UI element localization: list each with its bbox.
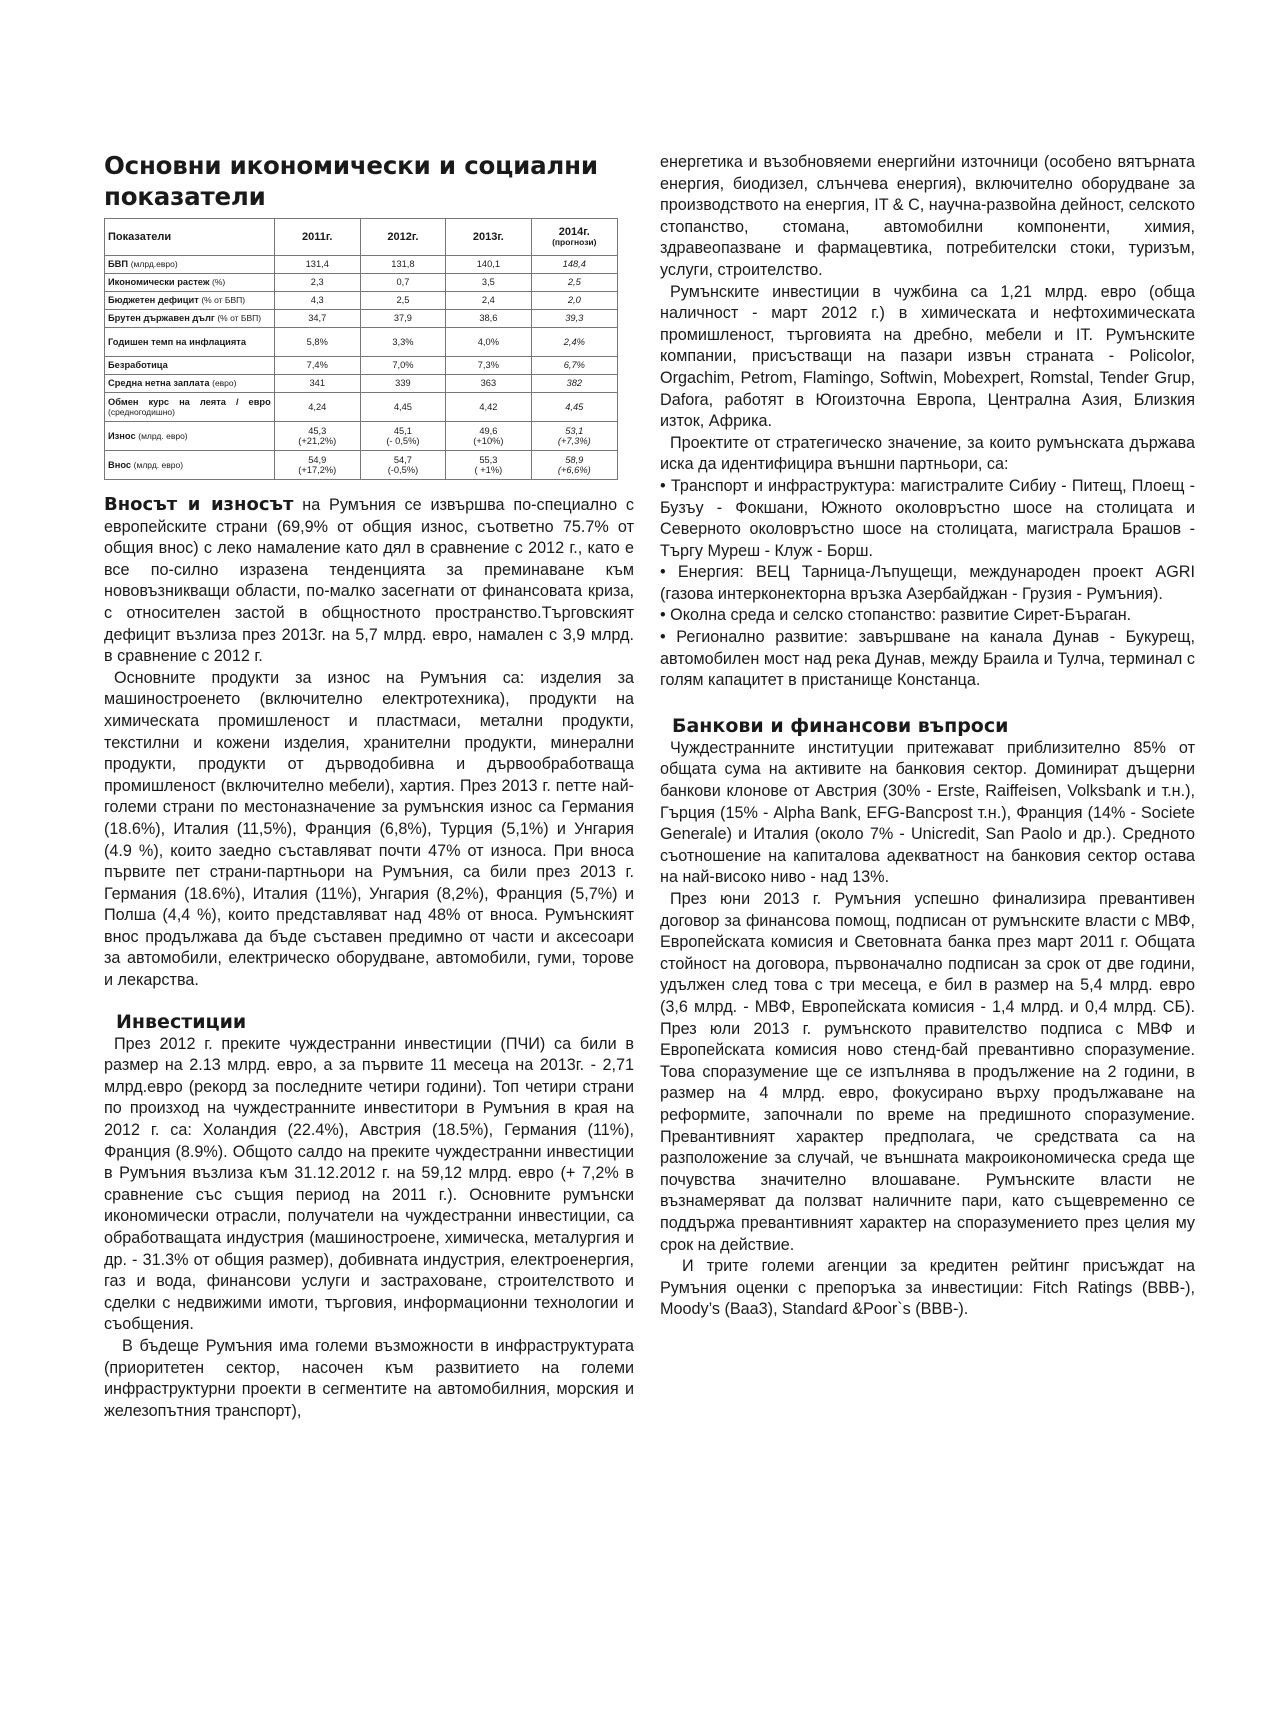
table-row [105,292,618,310]
table-header: 2012г. [360,219,445,256]
row-label: Средна нетна заплата (евро) [105,375,275,393]
table-cell: 2,5 [360,292,445,310]
table-cell: 382 [531,375,617,393]
investments-paragraph-4: Проектите от стратегическо значение, за които румънската държава иска да идентифицира външни партньори, са: [660,433,1195,474]
table-cell: 37,9 [360,310,445,328]
table-cell: 53,1 (+7,3%) [531,422,617,451]
trade-paragraph-2: Основните продукти за износ на Румъния са: изделия за машиностроенето (включително електротехника), продукти на химическата промишленост и пластмаси, метални продукти, текстилни и кожени изделия, хранителни продукти, минерални продукти, продукти от дърводобивна и дървообработваща промишленост (включително мебели), хартия. През 2013 г. петте най-големи страни по местоназначение за румънския износ са Германия (18.6%), Италия (11,5%), Франция (6,8%), Турция (5,1%) и Унгария (4.9 %), които заедно съставляват почти 47% от износа. При вноса първите пет страни-партньори на Румъния, са били през 2013 г. Германия (18.6%), Италия (11%), Унгария (8,2%), Франция (5,7%) и Полша (4,4 %), които представляват над 48% от вноса. Румънският внос продължава да бъде съставен предимно от части и аксесоари за автомобили, електрическо оборудване, автомобили, гуми, торове и лекарства. [104,668,634,990]
table-cell: 34,7 [274,310,360,328]
row-label: Обмен курс на леята / евро (средногодишно) [105,393,275,422]
left-column [104,150,634,1422]
table-cell: 38,6 [446,310,531,328]
table-cell: 131,8 [360,256,445,274]
banking-paragraph-1: Чуждестранните институции притежават приблизително 85% от общата сума на активите на банковия сектор. Доминират дъщерни банкови клонове от Австрия (30% - Erste, Raiffeisen, Volksbank и т.н.), Гърция (15% - Alpha Bank, EFG-Bancpost т.н.), Франция (14% - Societe Generale) и Италия (около 7% - Unicredit, San Paolo и др.). Средното съотношение на капиталова адекватност на банковия сектор остава на най-високо ниво - над 13%. [660,738,1195,887]
table-header: 2011г. [274,219,360,256]
investments-title: Инвестиции [116,1010,247,1033]
trade-paragraph-1: Вносът и износът на Румъния се извършва по-специално с европейските страни (69,9% от общия износ, съответно 75.7% от общия внос) с леко намаление като дял в сравнение с 2012 г., като е все по-силно изразена тенденцията за преминаване към нововъзникващи области, по-малко засегнати от финансовата криза, с относителен застой в общностното пространство.Търговският дефицит възлиза през 2013г. на 5,7 млрд. евро, намален с 3,9 млрд. в сравнение с 2012 г. [104,494,634,666]
right-column [660,152,1195,1321]
row-label: Внос (млрд. евро) [105,451,275,480]
row-label: Годишен темп на инфлацията [105,328,275,357]
table-cell: 58,9 (+6,6%) [531,451,617,480]
table-row [105,357,618,375]
table-cell: 7,0% [360,357,445,375]
row-label: Износ (млрд. евро) [105,422,275,451]
table-row [105,274,618,292]
table-header: Показатели [105,219,275,256]
row-label: Брутен държавен дълг (% от БВП) [105,310,275,328]
banking-paragraph-2: През юни 2013 г. Румъния успешно финализира превантивен договор за финансова помощ, подписан от румънските власти с МВФ, Европейската комисия и Световната банка през март 2011 г. Общата стойност на договора, първоначално подписан за срок от две години, удължен след това с три месеца, е бил в размер на 5,4 млрд. евро (3,6 млрд. - МВФ, Европейската комисия - 1,4 млрд. и 0,4 млрд. СБ). През юли 2013 г. румънското правителство подписа с МВФ и Европейската комисия ново стенд-бай превантивно споразумение. Това споразумение ще се изпълнява в продължение на 2 години, в размер на 4 млрд. евро, фокусирано върху продължаване на реформите, започнали по време на предишното споразумение. Превантивният характер предполага, че средствата са на разположение за случай, че външната макроикономическа среда ще почувства значително влошаване. Румънските власти не възнамеряват да ползват наличните пари, като същевременно се поддържа превантивният характер на споразумението през целия му срок на действие. [660,890,1195,1254]
table-cell: 6,7% [531,357,617,375]
table-cell: 45,3 (+21,2%) [274,422,360,451]
table-cell: 339 [360,375,445,393]
table-cell: 0,7 [360,274,445,292]
table-cell: 54,7 (-0,5%) [360,451,445,480]
table-cell: 5,8% [274,328,360,357]
investments-paragraph-2: В бъдеще Румъния има големи възможности в инфраструктурата (приоритетен сектор, насочен към развитието на големи инфраструктурни проекти в сегментите на автомобилния, морския и железопътния транспорт), [104,1336,634,1420]
ratings-paragraph: И трите големи агенции за кредитен рейтинг присъждат на Румъния оценки с препоръка за инвестиции: Fitch Ratings (BBB-), Moody’s (Baa3), Standard &Poor`s (BBB-). [660,1257,1195,1319]
row-label: Икономически растеж (%) [105,274,275,292]
table-header-row [105,219,618,256]
list-item: • Регионално развитие: завършване на канала Дунав - Букурещ, автомобилен мост над река Дунав, между Браила и Тулча, терминал с голям капацитет в пристанище Констанца. [660,628,1195,690]
table-header: 2013г. [446,219,531,256]
table-row [105,451,618,480]
table-cell: 7,4% [274,357,360,375]
row-label: Безработица [105,357,275,375]
table-cell: 2,3 [274,274,360,292]
table-cell: 55,3 ( +1%) [446,451,531,480]
indicators-title: Основни икономически и социални показатели [104,151,598,211]
table-cell: 39,3 [531,310,617,328]
table-cell: 4,0% [446,328,531,357]
table-row [105,375,618,393]
list-item: • Околна среда и селско стопанство: развитие Сирет-Бъраган. [660,606,1132,625]
indicators-table [104,218,618,480]
table-header: 2014г. (прогнози) [531,219,617,256]
table-row [105,310,618,328]
table-row [105,393,618,422]
table-cell: 2,4 [446,292,531,310]
table-cell: 45,1 (- 0,5%) [360,422,445,451]
row-label: БВП (млрд.евро) [105,256,275,274]
table-cell: 2,4% [531,328,617,357]
table-cell: 4,45 [531,393,617,422]
table-cell: 4,3 [274,292,360,310]
table-cell: 2,0 [531,292,617,310]
table-row [105,422,618,451]
banking-title: Банкови и финансови въпроси [672,714,1009,737]
table-cell: 148,4 [531,256,617,274]
investments-paragraph-3: Румънските инвестиции в чужбина са 1,21 млрд. евро (обща наличност - март 2012 г.) в химическата и нефтохимическата промишленост, търговията на дребно, мебели и IT. Румънските компании, присъстващи на пазари извън страната - Policolor, Orgachim, Petrom, Flamingo, Softwin, Mobexpert, Romstal, Tender Grup, Dafora, работят в Югоизточна Европа, Централна Азия, Близкия изток, Африка. [660,282,1195,431]
investments-paragraph-1: През 2012 г. преките чуждестранни инвестиции (ПЧИ) са били в размер на 2.13 млрд. евро, а за първите 11 месеца на 2013г. - 2,71 млрд.евро (рекорд за последните четири години). Топ четири страни по произход на чуждестранните инвеститори в Румъния в края на 2012 г. са: Холандия (22.4%), Австрия (18.5%), Германия (11%), Франция (8.9%). Общото салдо на преките чуждестранни инвестиции в Румъния възлиза към 31.12.2012 г. на 59,12 млрд. евро (+ 7,2% в сравнение със същия период на 2011 г.). Основните румънски икономически отрасли, получатели на чуждестранни инвестиции, са обработващата индустрия (машиностроене, химическа, металургия и др. - 31.3% от общия размер), добивната индустрия, електроенергия, газ и вода, финансови услуги и застраховане, строителството и сделки с недвижими имоти, търговия, информационни технологии и съобщения. [104,1034,634,1334]
investments-paragraph-2-continued: енергетика и възобновяеми енергийни източници (особено вятърната енергия, биодизел, слънчева енергия), включително оборудване за производството на енергия, IT & C, научна-развойна дейност, селското стопанство, стомана, автомобилни компоненти, химия, здравеопазване и фармацевтика, потребителски стоки, туризъм, услуги, строителство. [660,153,1195,279]
table-cell: 4,42 [446,393,531,422]
table-row [105,328,618,357]
table-cell: 4,24 [274,393,360,422]
trade-lead: Вносът и износът [104,494,294,515]
table-row [105,256,618,274]
table-cell: 3,3% [360,328,445,357]
list-item: • Енергия: ВЕЦ Тарница-Лъпущещи, международен проект AGRI (газова интерконекторна връзка Азербайджан - Грузия - Румъния). [660,563,1195,603]
table-cell: 3,5 [446,274,531,292]
table-cell: 2,5 [531,274,617,292]
table-cell: 140,1 [446,256,531,274]
table-cell: 7,3% [446,357,531,375]
list-item: • Транспорт и инфраструктура: магистралите Сибиу - Питещ, Плоещ - Бузъу - Фокшани, Южното околовръстно шосе на столицата и Северното околовръстно шосе на столицата, магистрала Брашов - Търгу Муреш - Клуж - Борш. [660,476,1195,560]
table-cell: 49,6 (+10%) [446,422,531,451]
table-cell: 54,9 (+17,2%) [274,451,360,480]
table-cell: 4,45 [360,393,445,422]
table-cell: 363 [446,375,531,393]
table-cell: 341 [274,375,360,393]
table-cell: 131,4 [274,256,360,274]
row-label: Бюджетен дефицит (% от БВП) [105,292,275,310]
